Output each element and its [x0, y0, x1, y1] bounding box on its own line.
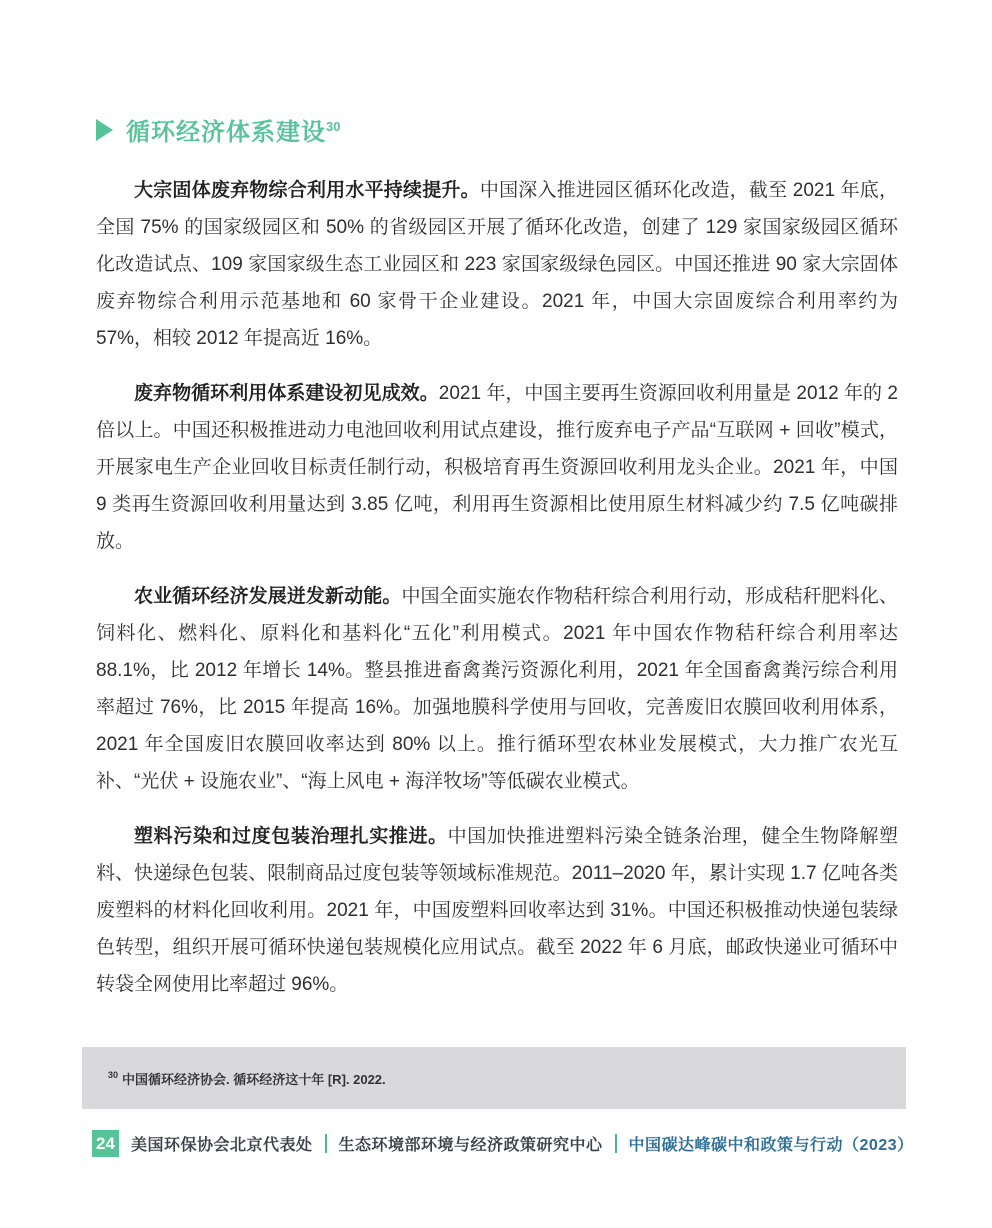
paragraph-lead: 大宗固体废弃物综合利用水平持续提升。 — [134, 180, 480, 201]
paragraph-lead: 塑料污染和过度包装治理扎实推进。 — [134, 826, 448, 847]
section-title — [126, 112, 340, 148]
footnote-strip — [82, 1047, 906, 1109]
footnote-ref: 30 — [108, 1070, 119, 1081]
paragraph-body: 2021 年，中国主要再生资源回收利用量是 2012 年的 2 倍以上。中国还积极推进动力电池回收利用试点建设，推行废弃电子产品“互联网 + 回收”模式，开展家电生产企业回收目标责任制行动，积极培育再生资源回收利用龙头企业。2021 年，中国 9 类再生资源回收利用量达到 3.85 亿吨，利用再生资源相比使用原生材料减少约 7.5 亿吨碳排放。 — [96, 383, 898, 552]
page-number-badge: 24 — [92, 1130, 119, 1157]
footer-divider — [325, 1134, 327, 1153]
footer-divider — [615, 1134, 617, 1153]
paragraph-agriculture — [96, 578, 898, 800]
paragraph-plastic — [96, 818, 898, 1003]
footer-report-title: 中国碳达峰碳中和政策与行动（2023） — [628, 1137, 914, 1154]
footnote — [108, 1069, 386, 1088]
footnote-text: 中国循环经济协会. 循环经济这十年 [R]. 2022. — [122, 1071, 386, 1087]
paragraph-waste-recycling — [96, 375, 898, 560]
section-title-text: 循环经济体系建设 — [126, 119, 326, 146]
paragraph-body: 中国全面实施农作物秸秆综合利用行动，形成秸秆肥料化、饲料化、燃料化、原料化和基料化“五化”利用模式。2021 年中国农作物秸秆综合利用率达 88.1%，比 2012 年增长 14%。整县推进畜禽粪污资源化利用，2021 年全国畜禽粪污综合利用率超过 76%，比 2015 年提高 16%。加强地膜科学使用与回收，完善废旧农膜回收利用体系，2021 年全国废旧农膜回收率达到 80% 以上。推行循环型农林业发展模式，大力推广农光互补、“光伏 + 设施农业”、“海上风电 + 海洋牧场”等低碳农业模式。 — [96, 586, 898, 792]
paragraph-body: 中国深入推进园区循环化改造，截至 2021 年底，全国 75% 的国家级园区和 50% 的省级园区开展了循环化改造，创建了 129 家国家级园区循环化改造试点、109 家国家级生态工业园区和 223 家国家级绿色园区。中国还推进 90 家大宗固体废弃物综合利用示范基地和 60 家骨干企业建设。2021 年，中国大宗固废综合利用率约为 57%，相较 2012 年提高近 16%。 — [96, 180, 898, 349]
main-content — [96, 112, 898, 1021]
section-heading — [96, 112, 898, 148]
triangle-bullet-icon — [96, 119, 113, 141]
paragraph-body: 中国加快推进塑料污染全链条治理，健全生物降解塑料、快递绿色包装、限制商品过度包装等领域标准规范。2011–2020 年，累计实现 1.7 亿吨各类废塑料的材料化回收利用。2021 年，中国废塑料回收率达到 31%。中国还积极推动快递包装绿色转型，组织开展可循环快递包装规模化应用试点。截至 2022 年 6 月底，邮政快递业可循环中转袋全网使用比率超过 96%。 — [96, 826, 898, 995]
paragraph-solid-waste — [96, 172, 898, 357]
section-title-footnote-ref: 30 — [326, 119, 341, 134]
footer-org-edf: 美国环保协会北京代表处 — [131, 1137, 313, 1154]
footer-org-policy-center: 生态环境部环境与经济政策研究中心 — [338, 1137, 603, 1154]
page-footer — [92, 1130, 914, 1157]
paragraph-lead: 农业循环经济发展迸发新动能。 — [134, 586, 402, 607]
paragraph-lead: 废弃物循环利用体系建设初见成效。 — [134, 383, 439, 404]
